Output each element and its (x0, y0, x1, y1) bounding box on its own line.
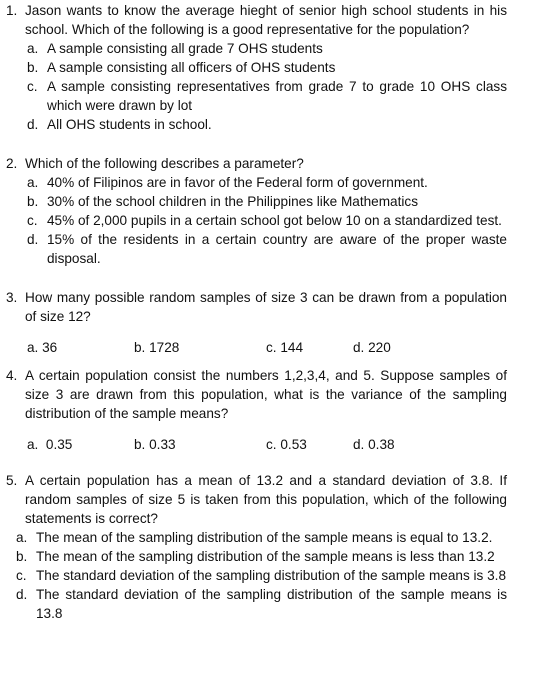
option-text: The mean of the sampling distribution of the sample means is less than 13.2 (36, 549, 495, 564)
option-letter: d. (27, 232, 39, 247)
question-number: 3. (6, 290, 18, 305)
question-text: A certain population consist the numbers 1,2,3,4, and 5. Suppose samples of size 3 are drawn from this population, what is the variance of the sampling distribution of the sample means? (25, 368, 507, 421)
options-row (0, 435, 535, 454)
option-letter: c. (16, 568, 27, 583)
question-text: Jason wants to know the average hieght of senior high school students in his school. Which of the following is a good representative for the population? (25, 3, 507, 37)
question-text: Which of the following describes a parameter? (25, 156, 304, 171)
question-5 (0, 471, 535, 623)
question-number: 2. (6, 156, 18, 171)
option-text: A sample consisting all grade 7 OHS students (47, 41, 323, 56)
option-a: a. 36 (27, 340, 58, 355)
option-d (0, 230, 535, 268)
option-letter: b. (27, 194, 39, 209)
option-text: A sample consisting all officers of OHS students (47, 60, 336, 75)
option-letter: a. (16, 530, 28, 545)
option-b (0, 192, 535, 211)
option-text: The mean of the sampling distribution of the sample means is equal to 13.2. (36, 530, 493, 545)
question-number: 4. (6, 368, 18, 383)
question-text: A certain population has a mean of 13.2 and a standard deviation of 3.8. If random samples of size 5 is taken from this population, which of the following statements is correct? (25, 473, 507, 526)
option-letter: d. (16, 587, 28, 602)
option-a (0, 39, 535, 58)
option-letter: a. (27, 41, 39, 56)
option-text: 45% of 2,000 pupils in a certain school got below 10 on a standardized test. (47, 213, 502, 228)
option-text: The standard deviation of the sampling distribution of the sample means is 13.8 (36, 587, 507, 621)
option-b: b. 1728 (134, 340, 180, 355)
option-c: c. 0.53 (266, 437, 307, 452)
option-c: c. 144 (266, 340, 304, 355)
option-b (0, 547, 535, 566)
option-letter: a. (27, 175, 39, 190)
option-text: 40% of Filipinos are in favor of the Federal form of government. (47, 175, 428, 190)
option-text: The standard deviation of the sampling distribution of the sample means is 3.8 (36, 568, 507, 583)
option-d (0, 585, 535, 623)
option-b: b. 0.33 (134, 437, 176, 452)
option-a (0, 173, 535, 192)
option-c (0, 566, 535, 585)
option-d: d. 220 (353, 340, 391, 355)
option-c (0, 77, 535, 115)
option-d: d. 0.38 (353, 437, 395, 452)
question-2 (0, 154, 535, 268)
option-d (0, 115, 535, 134)
options-row (0, 338, 535, 357)
option-text: A sample consisting representatives from grade 7 to grade 10 OHS class which were drawn by lot (47, 79, 507, 113)
option-letter: c. (27, 79, 38, 94)
option-text: All OHS students in school. (47, 117, 212, 132)
option-a: a. 0.35 (27, 437, 73, 452)
question-number: 5. (6, 473, 18, 488)
option-letter: d. (27, 117, 39, 132)
option-text: 30% of the school children in the Philippines like Mathematics (47, 194, 419, 209)
option-letter: b. (16, 549, 28, 564)
question-text: How many possible random samples of size 3 can be drawn from a population of size 12? (25, 290, 507, 324)
option-a (0, 528, 535, 547)
question-number: 1. (6, 3, 18, 18)
option-letter: c. (27, 213, 38, 228)
option-text: 15% of the residents in a certain country are aware of the proper waste disposal. (47, 232, 507, 266)
question-1 (0, 1, 535, 134)
question-3 (0, 288, 535, 357)
option-c (0, 211, 535, 230)
question-4 (0, 366, 535, 454)
option-b (0, 58, 535, 77)
option-letter: b. (27, 60, 39, 75)
